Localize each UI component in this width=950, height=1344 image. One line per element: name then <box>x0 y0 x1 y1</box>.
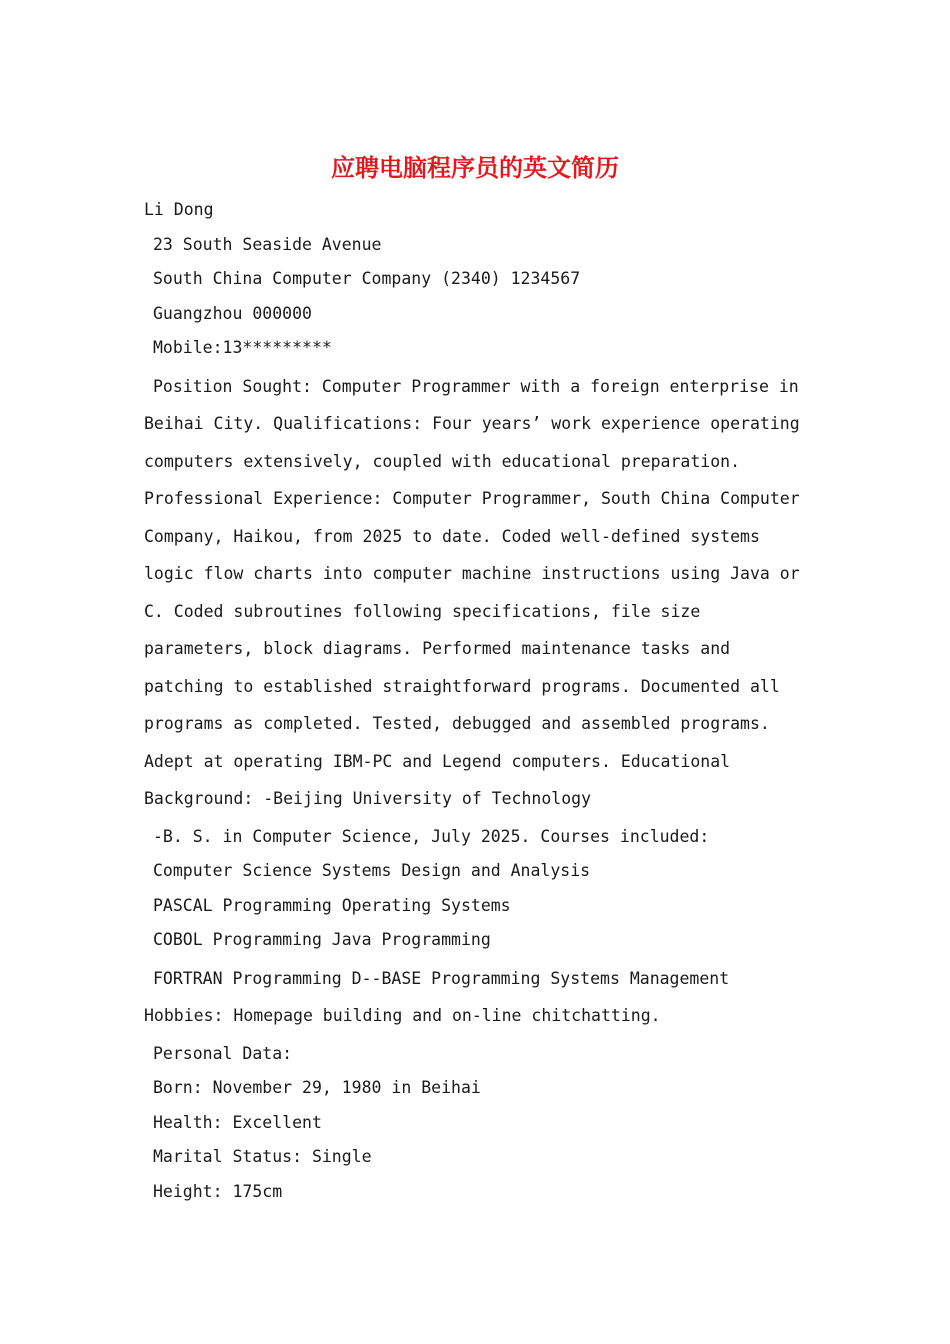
document-title: 应聘电脑程序员的英文简历 <box>331 154 619 182</box>
marital-status-line: Marital Status: Single <box>153 1147 372 1166</box>
health-line: Health: Excellent <box>153 1112 322 1132</box>
course-line: PASCAL Programming Operating Systems <box>153 895 511 915</box>
name-line: Li Dong <box>144 200 214 219</box>
degree-line: -B. S. in Computer Science, July 2025. Courses included: <box>153 826 710 846</box>
born-line: Born: November 29, 1980 in Beihai <box>153 1078 481 1097</box>
hobbies-paragraph <box>144 960 814 1035</box>
summary-paragraph <box>144 368 814 818</box>
city-postcode-line: Guangzhou 000000 <box>153 303 312 323</box>
address-line: 23 South Seaside Avenue <box>153 234 382 254</box>
hobbies-text: FORTRAN Programming D--BASE Programming Systems Management Hobbies: Homepage building and on-line chitchatting. <box>144 968 730 1025</box>
company-phone-line: South China Computer Company (2340) 1234567 <box>153 269 581 288</box>
course-line: Computer Science Systems Design and Analysis <box>153 861 591 880</box>
resume-body <box>144 193 814 1209</box>
personal-data-heading: Personal Data: <box>153 1043 293 1063</box>
summary-text: Position Sought: Computer Programmer with a foreign enterprise in Beihai City. Qualifications: Four years’ work experience operating computers extensively, coupled with educational preparation. Professional Experience: Computer Programmer, South China Computer Company, Haikou, from 2025 to date. Coded well-defined systems logic flow charts into computer machine instructions using Java or C. Coded subroutines following specifications, file size parameters, block diagrams. Performed maintenance tasks and patching to established straightforward programs. Documented all programs as completed. Tested, debugged and assembled programs. Adept at operating IBM-PC and Legend computers. Educational Background: -Beijing University of Technology <box>144 376 800 808</box>
height-line: Height: 175cm <box>153 1181 283 1201</box>
course-line: COBOL Programming Java Programming <box>153 930 491 949</box>
mobile-line: Mobile:13********* <box>153 338 332 357</box>
